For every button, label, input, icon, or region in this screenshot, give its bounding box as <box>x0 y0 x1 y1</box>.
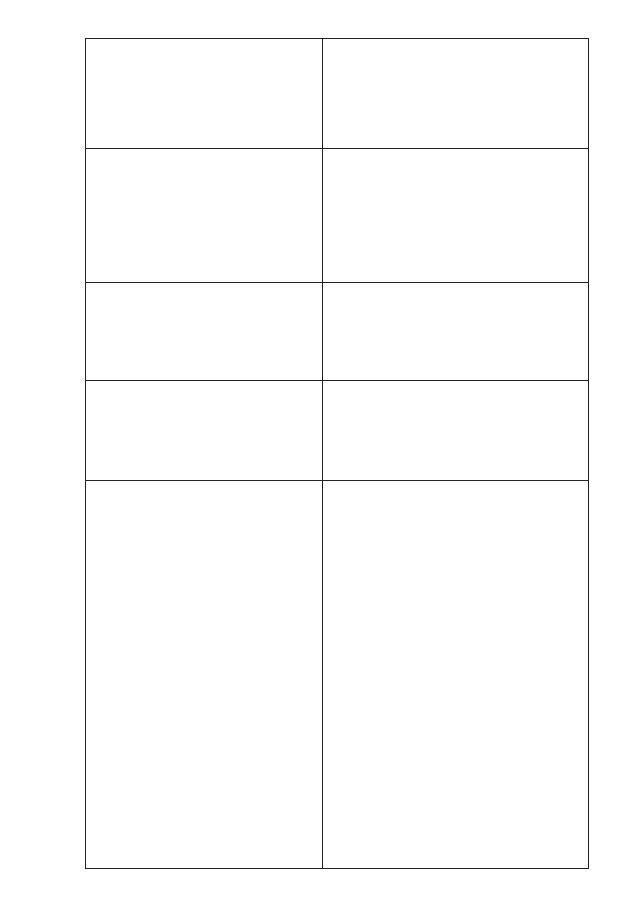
table-hline-1 <box>85 148 589 149</box>
table-hline-3 <box>85 380 589 381</box>
table-hline-2 <box>85 282 589 283</box>
table-frame <box>85 38 589 869</box>
table-vline-code <box>322 38 323 869</box>
table-hline-4 <box>85 480 589 481</box>
